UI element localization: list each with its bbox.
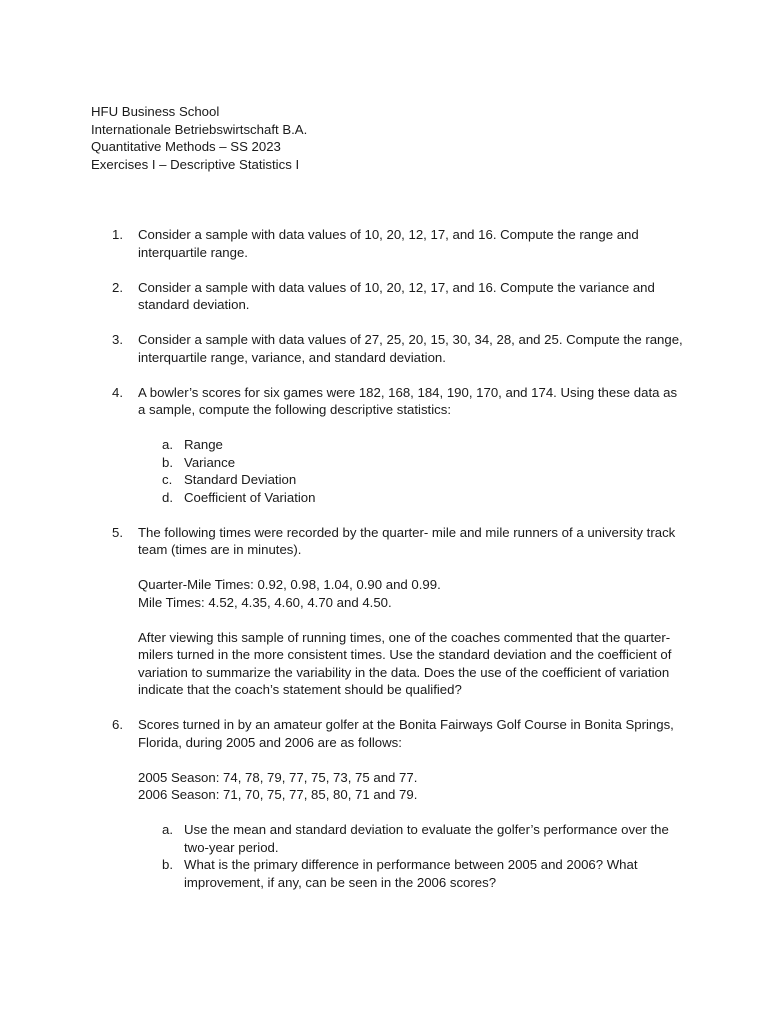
exercise-question: After viewing this sample of running times, one of the coaches commented that the quarter-milers turned in the more consistent times. Use the standard deviation and the coefficient of variation to summarize the variability in the data. Does the use of the coefficient of variation indicate that the coach’s statement should be qualified? (138, 629, 672, 697)
sub-item-letter: b. (162, 857, 173, 872)
sub-item (138, 489, 684, 507)
document-header (91, 103, 307, 173)
exercise-item (0, 279, 768, 314)
exercise-text: A bowler’s scores for six games were 182, 168, 184, 190, 170, and 174. Using these data as a sample, compute the following descriptive statistics: (138, 384, 678, 417)
exercise-item (0, 226, 768, 261)
exercise-text: Scores turned in by an amateur golfer at the Bonita Fairways Golf Course in Bonita Springs, Florida, during 2005 and 2006 are as follows: (138, 717, 674, 750)
data-line: Mile Times: 4.52, 4.35, 4.60, 4.70 and 4.50. (138, 594, 392, 610)
sub-item (138, 454, 684, 472)
exercise-text: The following times were recorded by the quarter- mile and mile runners of a university track team (times are in minutes). (138, 524, 676, 557)
data-block (138, 576, 684, 611)
data-line: Quarter-Mile Times: 0.92, 0.98, 1.04, 0.90 and 0.99. (138, 577, 441, 592)
sub-item-letter: c. (162, 472, 173, 487)
sub-item-text: Standard Deviation (184, 472, 297, 487)
header-course: Quantitative Methods – SS 2023 (91, 139, 281, 154)
exercise-number: 1. (112, 227, 123, 242)
sub-item-text: Range (184, 437, 223, 452)
exercise-text: Consider a sample with data values of 27, 25, 20, 15, 30, 34, 28, and 25. Compute the range, interquartile range, variance, and standard deviation. (138, 332, 683, 365)
exercise-item (0, 384, 768, 507)
exercise-number: 6. (112, 717, 123, 732)
sub-item (138, 471, 684, 489)
header-title: Exercises I – Descriptive Statistics I (91, 156, 300, 172)
exercise-number: 4. (112, 384, 123, 400)
sub-item-letter: a. (162, 822, 173, 837)
header-school: HFU Business School (91, 104, 220, 119)
data-line: 2006 Season: 71, 70, 75, 77, 85, 80, 71 and 79. (138, 787, 418, 802)
sub-item (138, 856, 684, 891)
exercise-item (0, 716, 768, 891)
header-program: Internationale Betriebswirtschaft B.A. (91, 121, 308, 137)
exercise-list (0, 226, 768, 909)
exercise-number: 2. (112, 279, 123, 295)
sub-item-text: Variance (184, 454, 236, 470)
sub-item-text: Use the mean and standard deviation to evaluate the golfer’s performance over the two-year period. (184, 822, 669, 855)
sub-item-letter: b. (162, 454, 173, 470)
sub-item-text: Coefficient of Variation (184, 489, 316, 505)
exercise-item (0, 524, 768, 699)
sub-item-letter: a. (162, 437, 173, 452)
sub-list (138, 436, 684, 506)
sub-item-text: What is the primary difference in performance between 2005 and 2006? What improvement, if any, can be seen in the 2006 scores? (184, 857, 638, 890)
exercise-text: Consider a sample with data values of 10, 20, 12, 17, and 16. Compute the range and interquartile range. (138, 227, 639, 260)
exercise-number: 3. (112, 332, 123, 347)
sub-list (138, 821, 684, 891)
data-line: 2005 Season: 74, 78, 79, 77, 75, 73, 75 and 77. (138, 769, 418, 785)
exercise-number: 5. (112, 524, 123, 540)
exercise-item (0, 331, 768, 366)
data-block (138, 769, 684, 804)
exercise-text: Consider a sample with data values of 10, 20, 12, 17, and 16. Compute the variance and standard deviation. (138, 279, 655, 312)
sub-item (138, 436, 684, 454)
sub-item-letter: d. (162, 489, 173, 505)
sub-item (138, 821, 684, 856)
